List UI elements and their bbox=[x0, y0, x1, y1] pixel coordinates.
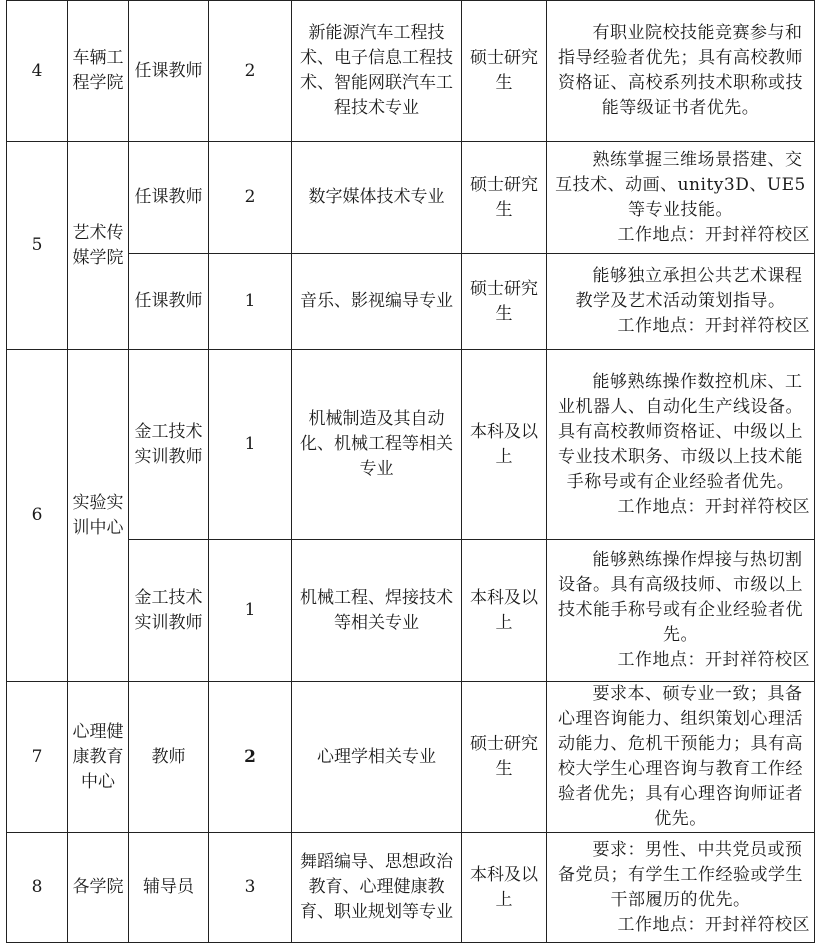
major-cell: 机械工程、焊接技术等相关专业 bbox=[292, 540, 462, 682]
major-cell: 音乐、影视编导专业 bbox=[292, 254, 462, 350]
work-location: 工作地点：开封祥符校区 bbox=[617, 650, 810, 670]
major-cell: 舞蹈编导、思想政治教育、心理健康教育、职业规划等专业 bbox=[292, 833, 462, 943]
post-cell: 任课教师 bbox=[129, 142, 209, 254]
requirement-cell bbox=[547, 254, 815, 350]
requirement-text: 要求：男性、中共党员或预备党员；有学生工作经验或学生干部履历的优先。 bbox=[558, 839, 803, 910]
department-cell: 实验实训中心 bbox=[68, 350, 129, 682]
count-cell: 2 bbox=[209, 142, 292, 254]
row-number: 6 bbox=[7, 350, 68, 682]
table-row bbox=[7, 142, 815, 254]
table-row bbox=[7, 254, 815, 350]
row-number: 8 bbox=[7, 833, 68, 943]
row-number: 4 bbox=[7, 1, 68, 142]
education-cell: 硕士研究生 bbox=[462, 1, 547, 142]
department-cell: 艺术传媒学院 bbox=[68, 142, 129, 350]
count-cell: 1 bbox=[209, 254, 292, 350]
requirement-text: 有职业院校技能竞赛参与和指导经验者优先；具有高校教师资格证、高校系列技术职称或技能等级证书者优先。 bbox=[558, 23, 803, 118]
table-row bbox=[7, 682, 815, 833]
major-cell: 新能源汽车工程技术、电子信息工程技术、智能网联汽车工程技术专业 bbox=[292, 1, 462, 142]
post-cell: 任课教师 bbox=[129, 254, 209, 350]
count-cell: 2 bbox=[209, 1, 292, 142]
post-cell: 任课教师 bbox=[129, 1, 209, 142]
table-row bbox=[7, 833, 815, 943]
education-cell: 硕士研究生 bbox=[462, 142, 547, 254]
table-row bbox=[7, 540, 815, 682]
requirement-text: 能够独立承担公共艺术课程教学及艺术活动策划指导。 bbox=[575, 266, 803, 311]
row-number: 7 bbox=[7, 682, 68, 833]
department-cell: 各学院 bbox=[68, 833, 129, 943]
count-cell: 3 bbox=[209, 833, 292, 943]
table-row bbox=[7, 1, 815, 142]
work-location: 工作地点：开封祥符校区 bbox=[617, 224, 810, 245]
requirement-cell bbox=[547, 142, 815, 254]
table-row bbox=[7, 350, 815, 540]
education-cell: 本科及以上 bbox=[462, 540, 547, 682]
work-location: 工作地点：开封祥符校区 bbox=[617, 316, 810, 336]
post-cell: 金工技术实训教师 bbox=[129, 540, 209, 682]
post-cell: 金工技术实训教师 bbox=[129, 350, 209, 540]
requirement-text: 能够熟练操作数控机床、工业机器人、自动化生产线设备。具有高校教师资格证、中级以上专业技术职务、市级以上技术能手称号或有企业经验者优先。 bbox=[558, 371, 803, 492]
department-cell: 车辆工程学院 bbox=[68, 1, 129, 142]
work-location: 工作地点：开封祥符校区 bbox=[617, 914, 810, 935]
education-cell: 本科及以上 bbox=[462, 350, 547, 540]
recruitment-table bbox=[6, 0, 815, 943]
row-number: 5 bbox=[7, 142, 68, 350]
count-cell: 2 bbox=[209, 682, 292, 833]
count-cell: 1 bbox=[209, 540, 292, 682]
work-location: 工作地点：开封祥符校区 bbox=[617, 496, 810, 517]
major-cell: 机械制造及其自动化、机械工程等相关专业 bbox=[292, 350, 462, 540]
education-cell: 本科及以上 bbox=[462, 833, 547, 943]
requirement-cell bbox=[547, 540, 815, 682]
requirement-text: 要求本、硕专业一致；具备心理咨询能力、组织策划心理活动能力、危机干预能力；具有高校大学生心理咨询与教育工作经验者优先；具有心理咨询师证者优先。 bbox=[558, 684, 803, 829]
requirement-cell bbox=[547, 350, 815, 540]
post-cell: 辅导员 bbox=[129, 833, 209, 943]
education-cell: 硕士研究生 bbox=[462, 682, 547, 833]
education-cell: 硕士研究生 bbox=[462, 254, 547, 350]
major-cell: 心理学相关专业 bbox=[292, 682, 462, 833]
requirement-cell bbox=[547, 833, 815, 943]
requirement-text: 熟练掌握三维场景搭建、交互技术、动画、unity3D、UE5 等专业技能。 bbox=[555, 149, 806, 220]
major-cell: 数字媒体技术专业 bbox=[292, 142, 462, 254]
post-cell: 教师 bbox=[129, 682, 209, 833]
count-cell: 1 bbox=[209, 350, 292, 540]
requirement-text: 能够熟练操作焊接与热切割设备。具有高级技师、市级以上技术能手称号或有企业经验者优先。 bbox=[558, 550, 803, 645]
requirement-cell bbox=[547, 1, 815, 142]
department-cell: 心理健康教育中心 bbox=[68, 682, 129, 833]
requirement-cell bbox=[547, 682, 815, 833]
